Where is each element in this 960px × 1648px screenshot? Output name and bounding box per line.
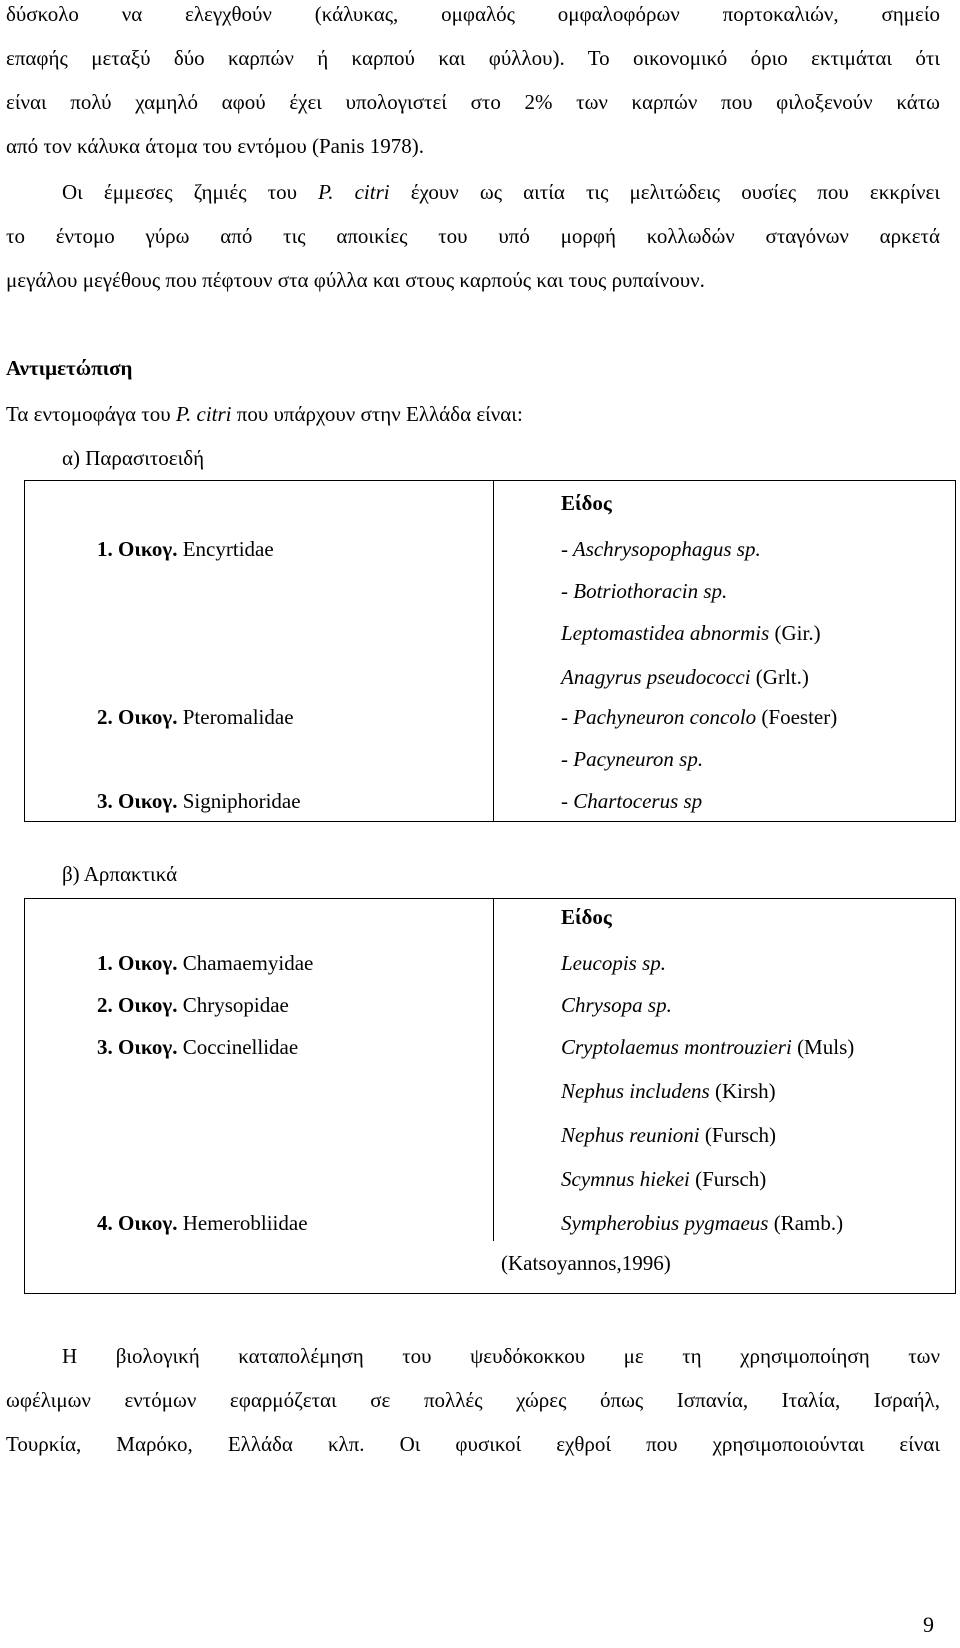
species-cell (561, 1079, 776, 1104)
family-name: Signiphoridae (177, 789, 301, 813)
species-name: - Chartocerus sp (561, 789, 703, 813)
species-name: Cryptolaemus montrouzieri (561, 1035, 792, 1059)
species-name: - Botriothoracin sp. (561, 579, 728, 603)
paragraph-damage-hiding (6, 0, 940, 168)
family-name: Chrysopidae (177, 993, 289, 1017)
species-author: (Ramb.) (768, 1211, 844, 1235)
table-row (25, 615, 955, 659)
species-name: Nephus includens (561, 1079, 710, 1103)
table-row (25, 659, 955, 699)
text-fragment: έχουν ως αιτία τις μελιτώδεις ουσίες που εκκρίνει (389, 180, 940, 204)
species-name: Leucopis sp. (561, 951, 666, 975)
table-header-row (25, 899, 955, 945)
text-line: επαφής μεταξύ δύο καρπών ή καρπού και φύλλου). Το οικονομικό όριο εκτιμάται ότι (6, 46, 940, 70)
species-cell (561, 1035, 854, 1060)
species-author: (Foester) (756, 705, 838, 729)
species-name-italic: P. citri (175, 402, 232, 426)
text-fragment: Τα εντομοφάγα του (6, 402, 176, 426)
predators-label: β) Αρπακτικά (62, 862, 178, 886)
family-name: Hemerobliidae (177, 1211, 308, 1235)
citation-row (25, 1247, 955, 1293)
species-author: (Grlt.) (750, 665, 809, 689)
family-prefix: 4. Οικογ. (97, 1211, 178, 1235)
text-line: Τουρκία, Μαρόκο, Ελλάδα κλπ. Οι φυσικοί εχθροί που χρησιμοποιούνται είναι (6, 1432, 940, 1456)
family-name: Encyrtidae (177, 537, 274, 561)
species-cell (561, 1211, 843, 1236)
species-cell (561, 789, 702, 814)
table-row (25, 1073, 955, 1117)
family-prefix: 2. Οικογ. (97, 705, 178, 729)
section-heading: Αντιμετώπιση (6, 356, 133, 380)
species-name: - Pacyneuron sp. (561, 747, 704, 771)
species-cell (561, 705, 837, 730)
species-name: Nephus reunioni (561, 1123, 700, 1147)
species-name: Chrysopa sp. (561, 993, 672, 1017)
species-author: (Fursch) (699, 1123, 777, 1147)
table-row (25, 1205, 955, 1247)
predators-table (24, 898, 956, 1294)
species-cell (561, 1123, 776, 1148)
text-line (6, 170, 940, 214)
family-prefix: 2. Οικογ. (97, 993, 178, 1017)
table-row (25, 531, 955, 573)
table-row (25, 1029, 955, 1073)
family-prefix: 3. Οικογ. (97, 1035, 178, 1059)
species-name-italic: P. citri (318, 180, 390, 204)
parasitoids-label: α) Παρασιτοειδή (62, 446, 205, 470)
paragraph-biological-control (6, 1334, 940, 1466)
text-line: το έντομο γύρω από τις αποικίες του υπό μορφή κολλωδών σταγόνων αρκετά (6, 224, 940, 248)
species-name: - Aschrysopophagus sp. (561, 537, 761, 561)
family-cell (97, 789, 301, 814)
text-line: από τον κάλυκα άτομα του εντόμου (Panis 1978). (6, 134, 424, 158)
table-row (25, 699, 955, 741)
family-name: Chamaemyidae (177, 951, 314, 975)
family-name: Coccinellidae (177, 1035, 299, 1059)
text-line: μεγάλου μεγέθους που πέφτουν στα φύλλα και στους καρπούς και τους ρυπαίνουν. (6, 268, 705, 292)
table-row (25, 573, 955, 615)
family-cell (97, 705, 294, 730)
species-cell (561, 665, 809, 690)
table-header-row (25, 481, 955, 531)
species-cell (561, 621, 821, 646)
species-cell (561, 579, 727, 604)
citation: (Katsoyannos,1996) (501, 1251, 671, 1275)
intro-text (6, 402, 523, 427)
species-cell (561, 1167, 766, 1192)
paragraph-indirect-damage (6, 170, 940, 302)
text-fragment: που υπάρχουν στην Ελλάδα είναι: (231, 402, 523, 426)
family-prefix: 1. Οικογ. (97, 537, 178, 561)
family-name: Pteromalidae (177, 705, 294, 729)
species-cell (561, 993, 672, 1018)
species-cell (561, 537, 761, 562)
species-author: (Fursch) (689, 1167, 767, 1191)
species-column-header: Είδος (561, 491, 612, 515)
species-author: (Kirsh) (709, 1079, 776, 1103)
table-row (25, 1161, 955, 1205)
table-row (25, 1117, 955, 1161)
table-row (25, 945, 955, 987)
species-cell (561, 747, 703, 772)
family-cell (97, 1035, 298, 1060)
text-line: δύσκολο να ελεγχθούν (κάλυκας, ομφαλός ομφαλοφόρων πορτοκαλιών, σημείο (6, 2, 940, 26)
family-cell (97, 537, 274, 562)
page-number: 9 (923, 1612, 934, 1637)
species-author: (Muls) (791, 1035, 855, 1059)
species-name: Sympherobius pygmaeus (561, 1211, 769, 1235)
parasitoids-table (24, 480, 956, 822)
family-cell (97, 1211, 308, 1236)
text-line: είναι πολύ χαμηλό αφού έχει υπολογιστεί στο 2% των καρπών που φιλοξενούν κάτω (6, 90, 940, 114)
text-fragment: Οι έμμεσες ζημιές του (62, 180, 319, 204)
family-cell (97, 993, 289, 1018)
species-name: Scymnus hiekei (561, 1167, 690, 1191)
family-prefix: 1. Οικογ. (97, 951, 178, 975)
table-row (25, 741, 955, 783)
text-line: Η βιολογική καταπολέμηση του ψευδόκοκκου με τη χρησιμοποίηση των (62, 1344, 940, 1368)
species-column-header: Είδος (561, 905, 612, 929)
species-cell (561, 951, 666, 976)
table-row (25, 987, 955, 1029)
species-author: (Gir.) (769, 621, 821, 645)
species-name: Anagyrus pseudococci (561, 665, 751, 689)
species-name: Leptomastidea abnormis (561, 621, 770, 645)
table-row (25, 783, 955, 825)
species-name: - Pachyneuron concolo (561, 705, 757, 729)
family-prefix: 3. Οικογ. (97, 789, 178, 813)
text-line: ωφέλιμων εντόμων εφαρμόζεται σε πολλές χώρες όπως Ισπανία, Ιταλία, Ισραήλ, (6, 1388, 940, 1412)
family-cell (97, 951, 313, 976)
